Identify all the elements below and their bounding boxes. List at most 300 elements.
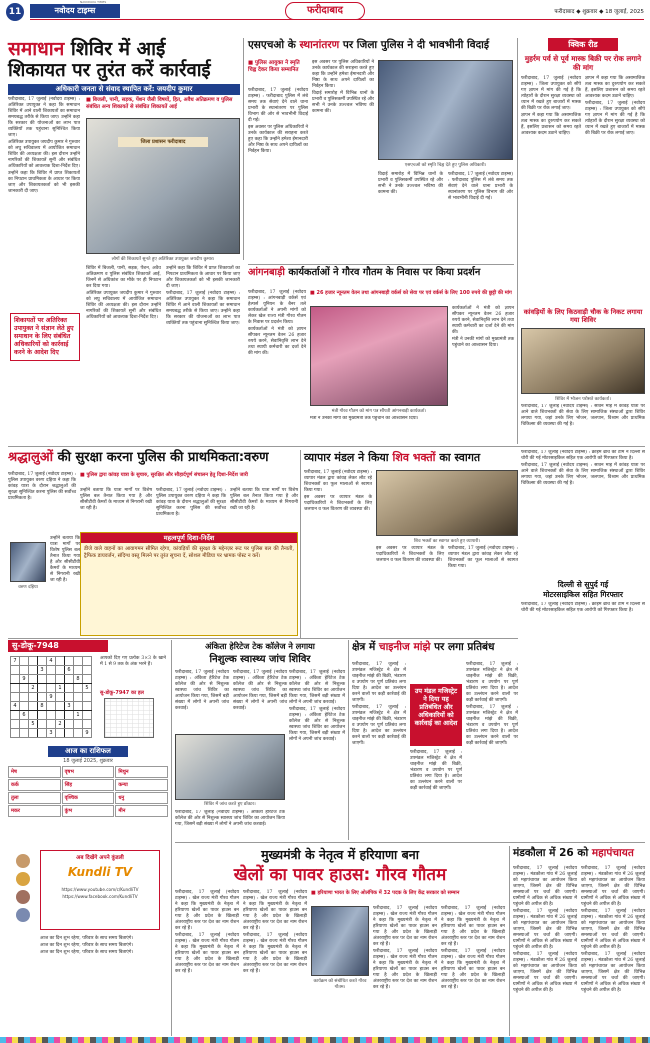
sudoku-cell [29, 675, 38, 684]
headline-line-1: मुख्यमंत्री के नेतृत्व में हरियाणा बना [261, 847, 419, 862]
rashi-sign-name: मेष [11, 769, 17, 775]
story-varun-security [8, 450, 298, 638]
body-col-3 [378, 172, 443, 260]
row-divider [8, 446, 645, 447]
sudoku-cell [74, 657, 83, 666]
headline-text: कार्यकर्ताओं ने गौरव गौतम के निवास पर किया प्रदर्शन [288, 267, 481, 278]
body-col-1 [175, 670, 229, 730]
body-paragraph: विदाई समारोह में विभिन्न थानों के प्रभारी व पुलिसकर्मी उपस्थित रहे और सभी ने उनके उज्ज्वल भविष्य की कामना की। [378, 172, 443, 195]
rashi-sign-box [62, 766, 115, 778]
body-paragraph: फरीदाबाद, 17 जुलाई (नवोदय टाइम्स) : क्राइम ब्रांच की टीम ने दिल्ली से चोरी की गई मोटरसाइकिल सहित एक आरोपी को गिरफ्तार किया है। [521, 602, 645, 613]
headline-line-2: शिकायत पर तुरंत करें कार्रवाई [8, 60, 211, 81]
sudoku-cell [38, 693, 47, 702]
body-paragraph: फरीदाबाद, 17 जुलाई (नवोदय टाइम्स) : मंडकौला गांव में 26 जुलाई को महापंचायत का आयोजन किया जाएगा, जिसमें क्षेत्र की विभिन्न समस्याओं पर चर्चा की जाएगी। ग्रामीणों ने अधिक से अधिक संख्या में पहुंचने की अपील की है। [513, 909, 577, 950]
story-photo [376, 470, 518, 536]
body-paragraph: फरीदाबाद, 17 जुलाई (नवोदय टाइम्स) : खेल राज्य मंत्री गौरव गौतम ने कहा कि मुख्यमंत्री के नेतृत्व में हरियाणा खेलों का पावर हाउस बन गया है और प्रदेश के खिलाड़ी अंतरराष्ट्रीय स्तर पर देश का नाम रोशन कर रहे हैं। [373, 949, 437, 990]
body-paragraph: ज्ञापन में कहा गया कि असामाजिक तत्व मास्क का दुरुपयोग कर सकते हैं, इसलिए प्रशासन को समय रहते आवश्यक कदम उठाने चाहिए। [585, 76, 645, 99]
sudoku-cell [83, 720, 92, 729]
sudoku-cell: 7 [11, 657, 20, 666]
sudoku-cell: 9 [83, 729, 92, 738]
rashi-sign-box [8, 779, 61, 791]
body-col-2 [312, 60, 374, 260]
headline [8, 450, 298, 466]
body: फरीदाबाद, 17 जुलाई (नवोदय टाइम्स) : सावन माह में कांवड़ यात्रा पर आने वाले शिवभक्तों की सेवा के लिए सामाजिक संस्थाओं द्वारा शिविर लगाया गया, जहां उनके लिए भोजन, जलपान, विश्राम और प्राथमिक चिकित्सा की व्यवस्था की गई है। [521, 404, 645, 427]
body-paragraph: फरीदाबाद, 17 जुलाई (नवोदय टाइम्स) : खेल राज्य मंत्री गौरव गौतम ने कहा कि मुख्यमंत्री के नेतृत्व में हरियाणा खेलों का पावर हाउस बन गया है और प्रदेश के खिलाड़ी अंतरराष्ट्रीय स्तर पर देश का नाम रोशन कर रहे हैं। [243, 933, 307, 974]
headline-line-2: मोटरसाइकिल सहित गिरफ्तार [543, 590, 623, 599]
story-quick-read [521, 38, 645, 308]
sudoku-cell [47, 666, 56, 675]
kicker: ■ पुलिस द्वारा कांवड़ यात्रा के सुचारु, सुरक्षित और सौहार्दपूर्ण संचालन हेतु दिशा-निर्देश जारी [80, 472, 248, 478]
story-photo [86, 118, 240, 254]
sudoku-row [11, 702, 92, 711]
rashi-sign-box [62, 792, 115, 804]
sudoku-cell [11, 684, 20, 693]
body-col-4 [156, 488, 226, 528]
sudoku-cell [29, 711, 38, 720]
story-photo [175, 734, 285, 800]
body-paragraph: इस अवसर पर पुलिस अधिकारियों ने उनके कार्यकाल की सराहना करते हुए कहा कि उन्होंने हमेशा ईमानदारी और निष्ठा के साथ अपने दायित्वों का निर्वहन किया। [312, 60, 374, 89]
sudoku-cell: 9 [20, 675, 29, 684]
sudoku-row [11, 675, 92, 684]
rashi-sign-box [8, 805, 61, 817]
sudoku-cell [56, 657, 65, 666]
sudoku-cell [47, 684, 56, 693]
story-photo [521, 328, 645, 394]
story-chinese-manjha [352, 640, 518, 840]
registration-bar [0, 1037, 650, 1043]
rashi-text: आज का दिन शुभ रहेगा, परिवार के साथ समय बिताएंगे। [40, 936, 134, 941]
sudoku-cell: 9 [47, 693, 56, 702]
quick-read-badge: क्विक रीड [548, 38, 618, 51]
rashi-sign-name: धनु [118, 795, 125, 801]
body-col-1 [513, 866, 577, 1034]
story-motorcycle-arrest [521, 450, 645, 640]
sudoku-cell [20, 666, 29, 675]
sudoku-cell [74, 720, 83, 729]
body-col-4 [448, 172, 513, 260]
sudoku-cell [29, 729, 38, 738]
body-paragraph: फरीदाबाद, 17 जुलाई (नवोदय टाइम्स) : मंडकौला गांव में 26 जुलाई को महापंचायत का आयोजन किया जाएगा, जिसमें क्षेत्र की विभिन्न समस्याओं पर चर्चा की जाएगी। ग्रामीणों ने अधिक से अधिक संख्या में पहुंचने की अपील की है। [581, 952, 645, 993]
story-anganwadi [248, 266, 514, 444]
body-paragraph: फरीदाबाद, 17 जुलाई (नवोदय टाइम्स) : व्यापार मंडल द्वारा कांवड़ लेकर लौट रहे शिवभक्तों का फूल मालाओं से स्वागत किया गया। [448, 546, 518, 569]
brand-small: NAVODAYA TIMES [80, 0, 107, 4]
column-divider [517, 38, 518, 444]
column-divider [348, 640, 349, 840]
sudoku-title: सु-डोकू-7948 [12, 641, 59, 650]
story-kanwar-camp [521, 308, 645, 444]
body-paragraph: फरीदाबाद, 17 जुलाई (नवोदय टाइम्स) : क्राइम ब्रांच की टीम ने दिल्ली से चोरी की गई मोटरसाइकिल सहित एक आरोपी को गिरफ्तार किया है। [521, 450, 645, 461]
body-paragraph: अतिरिक्त उपायुक्त जयदीप कुमार ने गुरुवार को लघु सचिवालय में आयोजित समाधान शिविर की अध्यक्षता की। इस दौरान उन्होंने नागरिकों की शिकायतें सुनीं और संबंधित अधिकारियों को आवश्यक दिशा-निर्देश दिए। [8, 140, 80, 169]
sudoku-cell [74, 666, 83, 675]
body-paragraph: उन्होंने बताया कि यात्रा मार्गों पर विशेष पुलिस बल तैनात किया गया है और सीसीटीवी कैमरों के माध्यम से निगरानी रखी जा रही है। [230, 488, 298, 511]
body-col-2 [452, 306, 514, 444]
body-paragraph: फरीदाबाद, 17 जुलाई (नवोदय टाइम्स) : अंकिता हेरिटेज टेक कॉलेज की ओर से निशुल्क स्वास्थ्य जांच शिविर का आयोजन किया गया, जिसमें बड़ी संख्या में लोगों ने अपनी जांच करवाई। [289, 670, 345, 705]
highlight-box: उप मंडल मजिस्ट्रेट ने दिया यह प्रतिबंधित और अधिकारियों को कार्रवाई का आदेश [410, 684, 462, 746]
headline [521, 580, 645, 600]
dateline: फरीदाबाद ◆ शुक्रवार ◆ 18 जुलाई, 2025 [554, 9, 644, 15]
sudoku-cell [83, 657, 92, 666]
story-photo [378, 60, 513, 160]
body-paragraph: फरीदाबाद, 17 जुलाई : उपमंडल मजिस्ट्रेट ने क्षेत्र में चाइनीज मांझे की बिक्री, भंडारण व उपयोग पर पूर्ण प्रतिबंध लगा दिया है। आदेश का उल्लंघन करने वालों पर कड़ी कार्रवाई की जाएगी। [352, 662, 406, 703]
headline [352, 640, 518, 654]
story-samadhan [8, 38, 240, 436]
body-col-2 [233, 670, 287, 730]
body-col-2 [86, 266, 161, 436]
body-paragraph: फरीदाबाद, 17 जुलाई (नवोदय टाइम्स) : खेल राज्य मंत्री गौरव गौतम ने कहा कि मुख्यमंत्री के नेतृत्व में हरियाणा खेलों का पावर हाउस बन गया है और प्रदेश के खिलाड़ी अंतरराष्ट्रीय स्तर पर देश का नाम रोशन कर रहे हैं। [175, 890, 239, 931]
sudoku-cell [65, 684, 74, 693]
portrait-caption: वरुण दहिया [18, 585, 38, 590]
sudoku-cell: 5 [83, 684, 92, 693]
bull-icon [16, 854, 30, 868]
sudoku-row [11, 657, 92, 666]
sudoku-cell [11, 666, 20, 675]
sudoku-cell [29, 702, 38, 711]
headline [175, 640, 345, 666]
sudoku-cell [29, 693, 38, 702]
body-paragraph: फरीदाबाद, 17 जुलाई : उपमंडल मजिस्ट्रेट ने क्षेत्र में चाइनीज मांझे की बिक्री, भंडारण व उपयोग पर पूर्ण प्रतिबंध लगा दिया है। आदेश का उल्लंघन करने वालों पर कड़ी कार्रवाई की जाएगी। [466, 705, 518, 746]
portrait-photo [10, 542, 46, 582]
sudoku-cell [83, 702, 92, 711]
rashi-text: आज का दिन शुभ रहेगा, परिवार के साथ समय बिताएंगे। [40, 943, 134, 948]
sudoku-row [11, 666, 92, 675]
sudoku-row [11, 720, 92, 729]
column-divider [243, 38, 244, 260]
sudoku-cell [20, 657, 29, 666]
headline-red-word: शिव भक्तों [392, 451, 436, 464]
headline [248, 266, 514, 279]
rashifal-date: 18 जुलाई 2025, शुक्रवार [63, 758, 113, 764]
sudoku-cell [74, 729, 83, 738]
body-paragraph: कार्यकर्ताओं ने मंत्री को ज्ञापन सौंपकर न्यूनतम वेतन 26 हजार रुपये करने, सेवानिवृत्ति लाभ देने तथा स्थायी कर्मचारी का दर्जा देने की मांग की। [452, 306, 514, 335]
rashi-bottom-text [40, 936, 168, 1036]
body-col-2 [581, 866, 645, 1034]
rashifal-grid [8, 766, 168, 817]
sudoku-cell [38, 657, 47, 666]
sudoku-cell [20, 702, 29, 711]
body-col-3 [373, 906, 437, 1034]
sudoku-cell [83, 675, 92, 684]
photo-caption: मंत्री गौरव गौतम को मांग पत्र सौंपती आंगनबाड़ी कार्यकर्ता। [331, 409, 427, 414]
photo-caption: कार्यक्रम को संबोधित करते गौरव गौतम। [313, 979, 367, 990]
rashi-side-icons [8, 850, 38, 1036]
headline-line-2: निशुल्क स्वास्थ्य जांच शिविर [209, 654, 311, 665]
sudoku-cell [11, 675, 20, 684]
body-paragraph: फरीदाबाद, 17 जुलाई (नवोदय टाइम्स) : सावन माह में कांवड़ यात्रा पर आने वाले शिवभक्तों की सेवा के लिए सामाजिक संस्थाओं द्वारा शिविर लगाया गया, जहां उनके लिए भोजन, जलपान, विश्राम और प्राथमिक चिकित्सा की व्यवस्था की गई है। [521, 463, 645, 486]
rashifal-title: आज का राशिफल [48, 746, 128, 757]
ad-link-youtube[interactable]: https://www.youtube.com/c/KundliTV [61, 887, 139, 892]
banner-sign: जिला प्रशासन फरीदाबाद [118, 137, 208, 147]
body-paragraph: फरीदाबाद, 17 जुलाई (नवोदय टाइम्स) : अतिरिक्त उपायुक्त ने कहा कि समाधान शिविर में आने वाली शिकायतों का समाधान समयबद्ध तरीके से किया जाए। उन्होंने कहा कि सरकार की योजनाओं का लाभ पात्र व्यक्तियों तक पहुंचाना सुनिश्चित किया जाए। [166, 291, 240, 326]
sudoku-cell: 8 [38, 702, 47, 711]
body-paragraph: इस अवसर पर पुलिस अधिकारियों ने उनके कार्यकाल की सराहना करते हुए कहा कि उन्होंने हमेशा ईमानदारी और निष्ठा के साथ अपने दायित्वों का निर्वहन किया। [248, 125, 308, 154]
body-paragraph: फरीदाबाद, 17 जुलाई (नवोदय टाइम्स) : अतिरिक्त उपायुक्त ने कहा कि समाधान शिविर में आने वाली शिकायतों का समाधान समयबद्ध तरीके से किया जाए। उन्होंने कहा कि सरकार की योजनाओं का लाभ पात्र व्यक्तियों तक पहुंचाना सुनिश्चित किया जाए। [8, 97, 80, 138]
row-divider [8, 638, 518, 639]
body-paragraph: उन्होंने बताया कि यात्रा मार्गों पर विशेष पुलिस बल तैनात किया गया है और सीसीटीवी कैमरों के माध्यम से निगरानी रखी जा रही है। [50, 536, 80, 583]
body-paragraph: शिविर में बिजली, पानी, सड़क, पेंशन, अवैध अतिक्रमण व पुलिस संबंधित शिकायतें आईं, जिनमें से अधिकांश का मौके पर ही निपटान कर दिया गया। [86, 266, 161, 289]
pullquote: शिकायतों पर अतिरिक्त उपायुक्त ने संज्ञान लेते हुए समाधान के लिए संबंधित अधिकारियों को कार्रवाई करने के आदेश दिए [10, 313, 80, 361]
sudoku-cell [38, 684, 47, 693]
sudoku-cell: 3 [47, 729, 56, 738]
body-paragraph: फरीदाबाद, 17 जुलाई (नवोदय टाइम्स) : जिला उपायुक्त को सौंपे गए ज्ञापन में मांग की गई है कि त्योहारों के दौरान सुरक्षा व्यवस्था को ध्यान में रखते हुए बाजारों में मास्क की बिक्री पर रोक लगाई जाए। [521, 76, 581, 111]
body-paragraph: फरीदाबाद, 17 जुलाई (नवोदय टाइम्स) : खेल राज्य मंत्री गौरव गौतम ने कहा कि मुख्यमंत्री के नेतृत्व में हरियाणा खेलों का पावर हाउस बन गया है और प्रदेश के खिलाड़ी अंतरराष्ट्रीय स्तर पर देश का नाम रोशन कर रहे हैं। [441, 949, 505, 990]
sudoku-title-bar [8, 640, 108, 652]
body-paragraph: फरीदाबाद, 17 जुलाई : उपमंडल मजिस्ट्रेट ने क्षेत्र में चाइनीज मांझे की बिक्री, भंडारण व उपयोग पर पूर्ण प्रतिबंध लगा दिया है। आदेश का उल्लंघन करने वालों पर कड़ी कार्रवाई की जाएगी। [352, 705, 406, 746]
sudoku-cell [65, 720, 74, 729]
sudoku-row [11, 684, 92, 693]
body-col-3 [80, 488, 152, 528]
sudoku-cell [38, 720, 47, 729]
body-paragraph: फरीदाबाद, 17 जुलाई (नवोदय टाइम्स) : मंडकौला गांव में 26 जुलाई को महापंचायत का आयोजन किया जाएगा, जिसमें क्षेत्र की विभिन्न समस्याओं पर चर्चा की जाएगी। ग्रामीणों ने अधिक से अधिक संख्या में पहुंचने की अपील की है। [513, 866, 577, 907]
body-paragraph: फरीदाबाद, 17 जुलाई : उपमंडल मजिस्ट्रेट ने क्षेत्र में चाइनीज मांझे की बिक्री, भंडारण व उपयोग पर पूर्ण प्रतिबंध लगा दिया है। आदेश का उल्लंघन करने वालों पर कड़ी कार्रवाई की जाएगी। [466, 662, 518, 703]
scale-icon [16, 908, 30, 922]
body-paragraph: फरीदाबाद, 17 जुलाई (नवोदय टाइम्स) : मंडकौला गांव में 26 जुलाई को महापंचायत का आयोजन किया जाएगा, जिसमें क्षेत्र की विभिन्न समस्याओं पर चर्चा की जाएगी। ग्रामीणों ने अधिक से अधिक संख्या में पहुंचने की अपील की है। [581, 909, 645, 950]
headline-red-word: आंगनबाड़ी [248, 267, 285, 278]
body-paragraph: मंत्री ने उनकी मांगों को मुख्यमंत्री तक पहुंचाने का आश्वासन दिया। [452, 337, 514, 348]
rashi-sign-box [115, 805, 168, 817]
body-col-3 [310, 416, 448, 444]
headline-line-1: अंकिता हेरिटेज टेक कॉलेज ने लगाया [205, 641, 315, 651]
body-col-1 [175, 890, 239, 1034]
subhead: अधिकारी जनता से संवाद स्थापित करें: जयदीप कुमार [8, 84, 240, 95]
headline-line-1 [8, 38, 240, 60]
body-paragraph: फरीदाबाद, 17 जुलाई (नवोदय टाइम्स) : अंकिता हेरिटेज टेक कॉलेज की ओर से निशुल्क स्वास्थ्य जांच शिविर का आयोजन किया गया, जिसमें बड़ी संख्या में लोगों ने अपनी जांच करवाई। [175, 810, 285, 827]
body-col-3 [448, 546, 518, 636]
masthead [0, 0, 650, 24]
story-sho-farewell [248, 38, 513, 264]
rashifal-panel [8, 746, 168, 842]
sudoku-cell [20, 720, 29, 729]
body-paragraph: इस अवसर पर व्यापार मंडल के पदाधिकारियों ने शिवभक्तों के लिए जलपान व फल वितरण की व्यवस्था की। [376, 546, 444, 563]
sudoku-cell: 6 [20, 711, 29, 720]
lion-icon [16, 872, 30, 886]
rashi-sign-box [115, 779, 168, 791]
rashi-sign-name: कर्क [11, 782, 19, 788]
sudoku-cell [20, 684, 29, 693]
body-paragraph: उन्होंने बताया कि यात्रा मार्गों पर विशेष पुलिस बल तैनात किया गया है और सीसीटीवी कैमरों के माध्यम से निगरानी रखी जा रही है। [80, 488, 152, 511]
body-paragraph: फरीदाबाद, 17 जुलाई (नवोदय टाइम्स) : अंकिता हेरिटेज टेक कॉलेज की ओर से निशुल्क स्वास्थ्य जांच शिविर का आयोजन किया गया, जिसमें बड़ी संख्या में लोगों ने अपनी जांच करवाई। [175, 670, 229, 711]
headline-red-word: चाइनीज मांझे [378, 641, 431, 653]
body-col-1 [521, 450, 645, 574]
sudoku-cell [83, 666, 92, 675]
body-paragraph: फरीदाबाद, 17 जुलाई (नवोदय टाइम्स) : खेल राज्य मंत्री गौरव गौतम ने कहा कि मुख्यमंत्री के नेतृत्व में हरियाणा खेलों का पावर हाउस बन गया है और प्रदेश के खिलाड़ी अंतरराष्ट्रीय स्तर पर देश का नाम रोशन कर रहे हैं। [373, 906, 437, 947]
headline: मुहर्रम पर्व से पूर्व मास्क बिक्री पर रोक लगाने की मांग [524, 54, 642, 72]
crab-icon [16, 890, 30, 904]
headline [175, 846, 505, 886]
rashi-sign-name: मकर [11, 808, 20, 814]
rashi-sign-box [62, 805, 115, 817]
body-col-1 [248, 88, 308, 260]
body-paragraph: फरीदाबाद, 17 जुलाई (नवोदय टाइम्स) : पुलिस उपायुक्त वरुण दहिया ने कहा कि कांवड़ यात्रा के दौरान श्रद्धालुओं की सुरक्षा सुनिश्चित करना पुलिस की सर्वोच्च प्राथमिकता है। [156, 488, 226, 517]
sudoku-cell [38, 675, 47, 684]
sudoku-cell [29, 657, 38, 666]
story-ankita-college [175, 640, 345, 840]
kundli-ad[interactable] [40, 850, 160, 930]
sudoku-cell [20, 693, 29, 702]
body-col-1 [304, 470, 372, 636]
sudoku-cell [11, 693, 20, 702]
sudoku-cell [65, 657, 74, 666]
sudoku-cell [56, 729, 65, 738]
body-col-4 [441, 906, 505, 1034]
sudoku-cell [56, 711, 65, 720]
sudoku-cell: 1 [74, 711, 83, 720]
column-divider [300, 450, 301, 638]
photo-kicker: ■ बिजली, पानी, सड़क, पेंशन जैसी विषयों, हित, अवैध अतिक्रमण व पुलिस संबंधित अन्य शिकायतें से संबंधित शिकायतें आई [86, 97, 233, 110]
row-divider [248, 264, 514, 265]
story-photo [311, 906, 369, 976]
headline-text: शिविर में आई [70, 38, 166, 60]
sudoku-grid [10, 656, 92, 738]
rashi-sign-name: मिथुन [118, 769, 129, 775]
rashi-sign-box [8, 766, 61, 778]
body-col-2 [410, 750, 462, 838]
kicker: ■ पुलिस आयुक्त ने स्मृति चिह्न देकर किया सम्मानित [248, 60, 300, 73]
body-paragraph: कार्यकर्ताओं ने मंत्री को ज्ञापन सौंपकर न्यूनतम वेतन 26 हजार रुपये करने, सेवानिवृत्ति लाभ देने तथा स्थायी कर्मचारी का दर्जा देने की मांग की। [248, 327, 306, 356]
sudoku-cell [74, 684, 83, 693]
headline-text: का स्वागत [439, 451, 481, 464]
headline-red-word: समाधान [8, 38, 65, 60]
brand-name: नवोदय टाइम्स [54, 6, 96, 15]
sudoku-cell: 3 [38, 666, 47, 675]
headline: कांवड़ियों के लिए किठवाड़ी चौक के निकट लगाया गया शिविर [523, 308, 643, 324]
sudoku-cell: 6 [65, 666, 74, 675]
sudoku-cell: 1 [56, 684, 65, 693]
story-mandkaula [513, 846, 645, 1036]
sudoku-answer-grid [104, 698, 154, 738]
masthead-rule [30, 19, 644, 20]
body-col-3 [466, 662, 518, 838]
sudoku-cell [83, 693, 92, 702]
sudoku-cell: 2 [56, 720, 65, 729]
sudoku-cell [47, 702, 56, 711]
sudoku-cell [83, 711, 92, 720]
body-paragraph: फरीदाबाद, 17 जुलाई (नवोदय टाइम्स) : अंकिता हेरिटेज टेक कॉलेज की ओर से निशुल्क स्वास्थ्य जांच शिविर का आयोजन किया गया, जिसमें बड़ी संख्या में लोगों ने अपनी जांच करवाई। [233, 670, 287, 711]
body-paragraph: फरीदाबाद, 17 जुलाई (नवोदय टाइम्स) : मंडकौला गांव में 26 जुलाई को महापंचायत का आयोजन किया जाएगा, जिसमें क्षेत्र की विभिन्न समस्याओं पर चर्चा की जाएगी। ग्रामीणों ने अधिक से अधिक संख्या में पहुंचने की अपील की है। [581, 866, 645, 907]
headline-text: पर लगा प्रतिबंध [434, 641, 495, 653]
rashi-sign-name: वृषभ [64, 769, 74, 775]
body-paragraph: फरीदाबाद, 17 जुलाई (नवोदय टाइम्स) : फरीदाबाद पुलिस में लंबे समय तक सेवाएं देने वाले थाना प्रभारी के स्थानांतरण पर पुलिस विभाग की ओर से भावभीनी विदाई दी गई। [448, 172, 513, 201]
sudoku-cell: 4 [11, 702, 20, 711]
sudoku-cell [47, 711, 56, 720]
body-paragraph: उन्होंने कहा कि शिविर में प्राप्त शिकायतों का निपटान प्राथमिकता के आधार पर किया जाए और शिकायतकर्ता को भी इसकी जानकारी दी जाए। [166, 266, 240, 289]
sudoku-cell [11, 720, 20, 729]
sudoku-panel [8, 640, 168, 744]
rashi-sign-box [62, 779, 115, 791]
photo-caption: शिविर में जांच करते हुए डॉक्टर। [204, 802, 256, 807]
sudoku-rules: आपको दिए गए प्रत्येक 3×3 के खाने में 1 से 9 तक के अंक भरने हैं। [100, 656, 166, 667]
sudoku-cell [74, 693, 83, 702]
photo-caption: लोगों की शिकायतें सुनते हुए अतिरिक्त उपायुक्त जयदीप कुमार। [111, 257, 215, 262]
body-col-5 [230, 488, 298, 528]
body-paragraph: फरीदाबाद, 17 जुलाई (नवोदय टाइम्स) : मंडकौला गांव में 26 जुलाई को महापंचायत का आयोजन किया जाएगा, जिसमें क्षेत्र की विभिन्न समस्याओं पर चर्चा की जाएगी। ग्रामीणों ने अधिक से अधिक संख्या में पहुंचने की अपील की है। [513, 952, 577, 993]
section-label: फरीदाबाद [285, 2, 365, 20]
body-paragraph: फरीदाबाद, 17 जुलाई (नवोदय टाइम्स) : पुलिस उपायुक्त वरुण दहिया ने कहा कि कांवड़ यात्रा के दौरान श्रद्धालुओं की सुरक्षा सुनिश्चित करना पुलिस की सर्वोच्च प्राथमिकता है। [8, 472, 76, 501]
sudoku-cell [56, 693, 65, 702]
rashi-sign-name: मीन [118, 808, 126, 814]
page-number: 11 [6, 3, 24, 21]
body-col-4 [175, 810, 285, 838]
ad-link-facebook[interactable]: https://www.facebook.com/KundliTV [62, 894, 138, 899]
sudoku-cell [29, 666, 38, 675]
story-gaurav-gautam [175, 846, 505, 1036]
body-paragraph: मंत्री ने उनकी मांगों को मुख्यमंत्री तक पहुंचाने का आश्वासन दिया। [310, 416, 419, 421]
body-col-2 [243, 890, 307, 1034]
body-paragraph: फरीदाबाद, 17 जुलाई (नवोदय टाइम्स) : जिला उपायुक्त को सौंपे गए ज्ञापन में मांग की गई है कि त्योहारों के दौरान सुरक्षा व्यवस्था को ध्यान में रखते हुए बाजारों में मास्क की बिक्री पर रोक लगाई जाए। [585, 101, 645, 136]
headline [304, 450, 518, 465]
body-col-1 [352, 662, 406, 838]
body-col-2 [376, 546, 444, 636]
kicker: ■ 26 हजार न्यूनतम वेतन तथा आंगनबाड़ी वर्कर्स को सेवा पर एवं वर्कर्स के लिए 100 रुपये की छुट्टी की मांग [310, 290, 512, 296]
headline-text: पर जिला पुलिस ने दी भावभीनी विदाई [342, 39, 490, 51]
headline [513, 846, 645, 860]
body-col-3 [166, 266, 240, 436]
photo-caption: शिव भक्तों का स्वागत करते हुए व्यापारी। [413, 539, 481, 544]
rashi-sign-box [115, 766, 168, 778]
body-col-2 [50, 536, 80, 636]
rashi-text: आज का दिन शुभ रहेगा, परिवार के साथ समय बिताएंगे। [40, 950, 134, 955]
column-divider [509, 846, 510, 1036]
headline-red-word: श्रद्धालुओं [8, 450, 54, 465]
sudoku-answer-title: सु-डोकू-7947 का हल [100, 690, 144, 696]
ad-brand: Kundli TV [67, 865, 133, 879]
sudoku-cell [65, 729, 74, 738]
body-paragraph: फरीदाबाद, 17 जुलाई (नवोदय टाइम्स) : अंकिता हेरिटेज टेक कॉलेज की ओर से निशुल्क स्वास्थ्य जांच शिविर का आयोजन किया गया, जिसमें बड़ी संख्या में लोगों ने अपनी जांच करवाई। [289, 707, 345, 742]
photo-caption: शिविर में भोजन परोसते कार्यकर्ता। [555, 397, 611, 402]
sudoku-cell [47, 675, 56, 684]
sudoku-cell [38, 729, 47, 738]
rashi-sign-name: वृश्चिक [64, 795, 78, 801]
body-paragraph: विदाई समारोह में विभिन्न थानों के प्रभारी व पुलिसकर्मी उपस्थित रहे और सभी ने उनके उज्ज्वल भविष्य की कामना की। [312, 91, 374, 114]
column-divider [171, 640, 172, 1036]
sudoku-cell [11, 729, 20, 738]
rashi-sign-name: कुंभ [64, 808, 73, 814]
body-paragraph: अतिरिक्त उपायुक्त जयदीप कुमार ने गुरुवार को लघु सचिवालय में आयोजित समाधान शिविर की अध्यक्षता की। इस दौरान उन्होंने नागरिकों की शिकायतें सुनीं और संबंधित अधिकारियों को आवश्यक दिशा-निर्देश दिए। [86, 291, 161, 320]
body-paragraph: ज्ञापन में कहा गया कि असामाजिक तत्व मास्क का दुरुपयोग कर सकते हैं, इसलिए प्रशासन को समय रहते आवश्यक कदम उठाने चाहिए। [521, 113, 581, 136]
rashi-sign-name: सिंह [64, 782, 72, 788]
rashi-sign-name: तुला [11, 795, 19, 801]
body-col-1 [248, 290, 306, 444]
headline-line-1: दिल्ली से सुपुर्द गई [557, 580, 609, 589]
ad-title: अब दिखेंगे अपने कुंडली [76, 855, 124, 861]
headline-red-word: स्थानांतरण [299, 39, 340, 51]
sudoku-cell [65, 693, 74, 702]
brand-logo [30, 4, 120, 18]
sudoku-cell [56, 666, 65, 675]
body-col-2 [585, 76, 645, 304]
headline-text: मंडकौला में 26 को [513, 847, 589, 859]
body-col-1 [521, 76, 581, 304]
headline-line-2: खेलों का पावर हाउस: गौरव गौतम [233, 865, 447, 885]
sudoku-cell [11, 711, 20, 720]
sudoku-cell [74, 702, 83, 711]
body-paragraph: इस अवसर पर व्यापार मंडल के पदाधिकारियों ने शिवभक्तों के लिए जलपान व फल वितरण की व्यवस्था की। [304, 495, 372, 512]
sudoku-cell [65, 711, 74, 720]
headline-text: एसएचओ के [248, 39, 296, 51]
sudoku-cell [56, 675, 65, 684]
sudoku-row [11, 693, 92, 702]
guidelines-title: महत्वपूर्ण दिशा-निर्देश [81, 533, 297, 543]
headline-text: क्षेत्र में [352, 641, 376, 653]
body-paragraph: फरीदाबाद, 17 जुलाई (नवोदय टाइम्स) : व्यापार मंडल द्वारा कांवड़ लेकर लौट रहे शिवभक्तों का फूल मालाओं से स्वागत किया गया। [304, 470, 372, 493]
rashi-sign-name: कन्या [118, 782, 128, 788]
sudoku-cell [47, 720, 56, 729]
body-paragraph: फरीदाबाद, 17 जुलाई : उपमंडल मजिस्ट्रेट ने क्षेत्र में चाइनीज मांझे की बिक्री, भंडारण व उपयोग पर पूर्ण प्रतिबंध लगा दिया है। आदेश का उल्लंघन करने वालों पर कड़ी कार्रवाई की जाएगी। [410, 750, 462, 791]
headline-text: की सुरक्षा करना पुलिस की प्राथमिकता:वरुण [57, 450, 269, 465]
sudoku-row [11, 711, 92, 720]
sudoku-cell: 8 [74, 675, 83, 684]
rashi-sign-box [8, 792, 61, 804]
body-paragraph: फरीदाबाद, 17 जुलाई (नवोदय टाइम्स) : खेल राज्य मंत्री गौरव गौतम ने कहा कि मुख्यमंत्री के नेतृत्व में हरियाणा खेलों का पावर हाउस बन गया है और प्रदेश के खिलाड़ी अंतरराष्ट्रीय स्तर पर देश का नाम रोशन कर रहे हैं। [243, 890, 307, 931]
